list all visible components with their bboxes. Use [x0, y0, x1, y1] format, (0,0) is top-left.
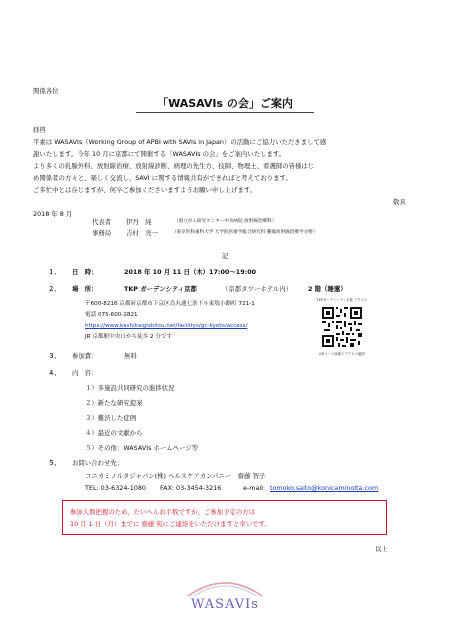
item-number: ２．: [48, 285, 61, 293]
notice-line: 参加人数把握のため、たいへんお手数ですが、ご参加予定の方は: [70, 508, 256, 516]
letter-line: より多くの乳腺外科、放射線治療、放射線診断、病理の先生方、技師、物理士、看護師の皆様はじ: [33, 162, 315, 170]
content-item: ３）難渋した症例: [85, 414, 137, 422]
logo-arc-icon: [180, 574, 270, 598]
item-number: １．: [48, 268, 61, 276]
qr-caption: QRコード画像でアクセス確認: [319, 352, 365, 356]
logo: WASAVIs: [191, 597, 259, 612]
page-title: 「WASAVIs の会」ご案内: [157, 97, 293, 110]
addressee: 関係各位: [33, 87, 59, 95]
venue-access-link[interactable]: https://www.kashikaigishitsu.net/facilitys/gc-kyoto/access/: [85, 323, 248, 329]
ki-mark: 記: [222, 252, 229, 260]
venue-name: TKP ガーデンシティ京都: [124, 285, 197, 293]
venue-tel: 電話 075-600-2821: [85, 312, 138, 318]
end-mark: 以上: [375, 545, 388, 553]
signatory-name: 伊丹 純: [126, 218, 152, 226]
signatory-role: 事務局: [92, 229, 112, 237]
venue-detail: （京都タワーホテル内）: [222, 285, 292, 293]
date-value: 2018 年 10 月 11 日（木）17:00～19:00: [124, 268, 257, 276]
fee-value: 無料: [124, 352, 137, 360]
venue-floor: 2 階（睡蓮）: [308, 285, 347, 293]
letter-line: 謝いたします。今年 10 月に京都にて開催する「WASAVIs の会」をご案内いたします。: [33, 150, 286, 158]
notice-box: [62, 500, 387, 535]
content-item: ５）その他：WASAVIs ホームページ等: [85, 444, 199, 452]
signatory-affiliation: （国立がん研究センター中央病院 放射線治療科）: [174, 219, 277, 224]
signatory-name: 吉村 亮一: [126, 229, 158, 237]
content-item: ４）最近の文献から: [85, 429, 143, 437]
letter-line: ご多忙中とは存じますが、何卒ご参加くださいますようお願い申し上げます。: [33, 186, 257, 194]
fee-label: 参加費：: [72, 352, 98, 360]
item-number: ３．: [48, 352, 61, 360]
content-item: １）多施設共同研究の進捗状況: [85, 384, 175, 392]
salutation: 拝啓: [33, 126, 46, 134]
date-label: 日 時：: [72, 268, 98, 276]
content-item: ２）新たな研究提案: [85, 399, 143, 407]
signatory-role: 代表者: [92, 218, 112, 226]
item-number: ４．: [48, 369, 61, 377]
qr-caption: TKPガーデンシティ京都 アクセス: [316, 298, 368, 302]
venue-access-note: JR 京都駅中央口から徒歩 2 分です: [85, 334, 173, 340]
contact-label: お問い合わせ先：: [72, 459, 124, 467]
contact-email-label: e-mail:: [243, 484, 266, 492]
closing: 敬具: [393, 198, 406, 206]
qr-code-icon: [320, 305, 364, 349]
title-underline: [136, 112, 314, 113]
item-number: ５．: [48, 459, 61, 467]
content-label: 内 容：: [72, 369, 98, 377]
contact-fax: FAX: 03-3454-3216: [160, 484, 222, 492]
contact-tel: TEL: 03-6324-1080: [85, 484, 146, 492]
contact-org: コニカミノルタジャパン(株) ヘルスケアカンパニー 齋藤 智子: [85, 472, 266, 480]
venue-address: 〒600-8216 京都府京都市下京区烏丸通七条下ル東塩小路町 721-1: [85, 301, 255, 307]
venue-label: 場 所：: [72, 285, 98, 293]
letter-line: め関係者の方々と、楽しく交流し、SAVI に関する情報共有ができればと考えております。: [33, 174, 292, 182]
letter-date: 2018 年 8 月: [33, 210, 73, 218]
signatory-affiliation: （東京医科歯科大学 大学院医歯学総合研究科 腫瘍放射線治療学分野）: [172, 230, 318, 235]
letter-line: 平素は WASAVIs（Working Group of APBI with SAVIs in Japan）の活動にご協力いただきまして感: [33, 138, 327, 146]
contact-email-link[interactable]: tomoko.saito@konicaminolta.com: [270, 484, 379, 492]
notice-line: 10 月 1 日（月）までに 齋藤 宛にご連絡をいただけますと幸いです。: [70, 520, 271, 528]
qr-block: [312, 298, 372, 368]
